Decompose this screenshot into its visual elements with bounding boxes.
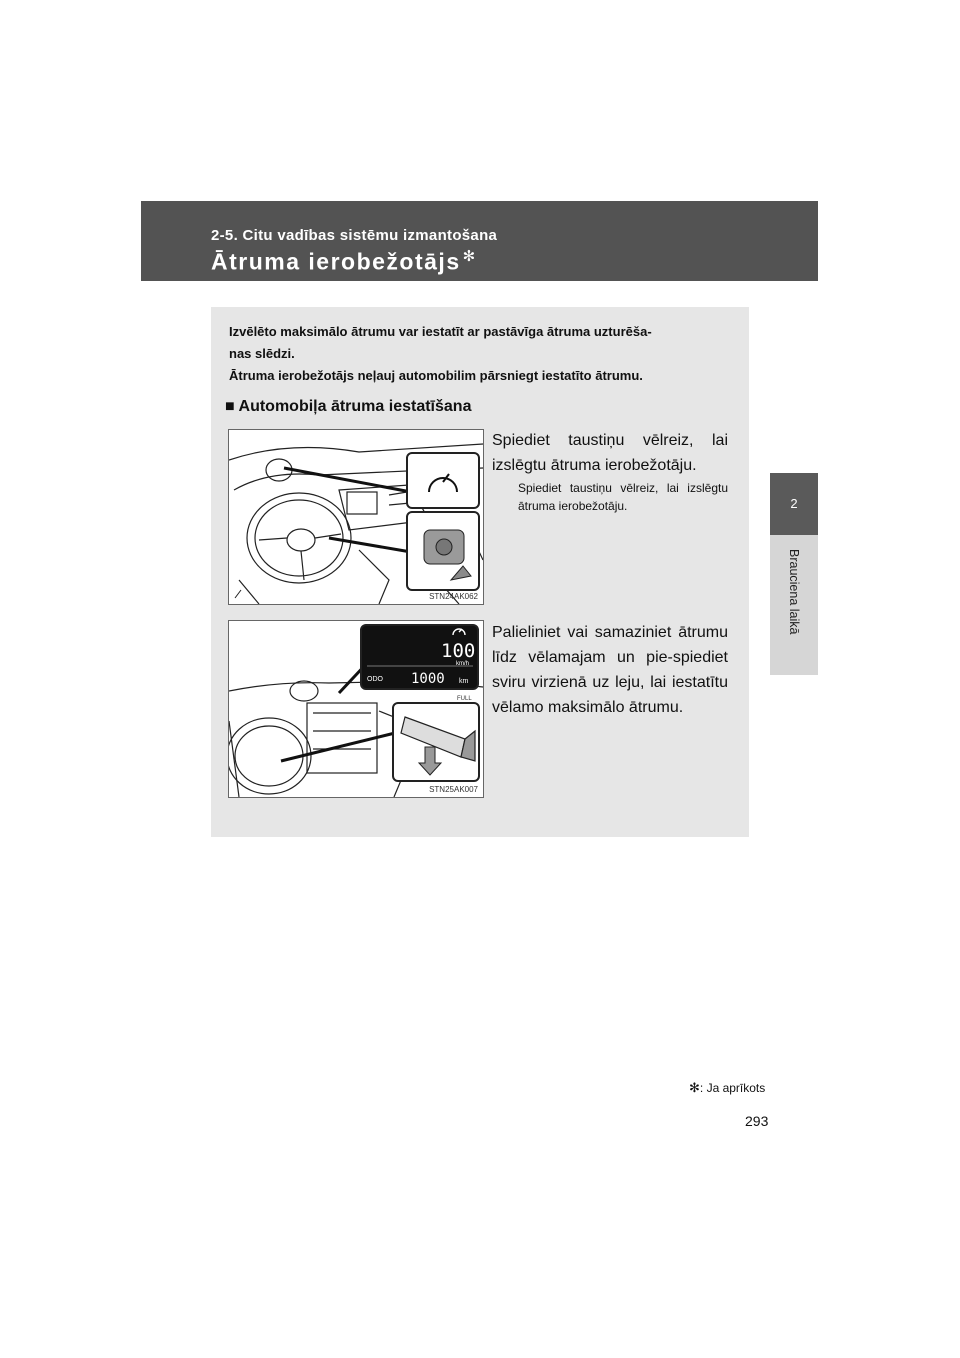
figure-code-2: STN25AK007 xyxy=(429,785,478,794)
fuel-full-label: FULL xyxy=(457,696,472,702)
display-speed-unit: km/h xyxy=(456,661,470,667)
step-1-text: Spiediet taustiņu vēlreiz, lai izslēgtu ātruma ierobežotāju. xyxy=(492,432,728,474)
display-odo-label: ODO xyxy=(367,676,383,683)
lever-display-drawing xyxy=(229,621,483,797)
optional-equipment-mark: ✻ xyxy=(462,248,477,265)
step-1-note: Spiediet taustiņu vēlreiz, lai izslēgtu ātruma ierobežotāju. xyxy=(518,481,728,513)
footnote-mark: ✻ xyxy=(689,1080,700,1095)
display-odo-unit: km xyxy=(459,678,469,685)
footnote xyxy=(689,1080,765,1096)
section-title: 2-5. Citu vadības sistēmu izmantošana xyxy=(211,227,498,244)
chapter-label: Brauciena laikā xyxy=(787,549,801,635)
intro-line-2: nas slēdzi. xyxy=(229,346,295,361)
sub-heading: ■ Automobiļa ātruma iestatīšana xyxy=(225,398,472,415)
display-odo-value: 1000 xyxy=(411,671,445,687)
chapter-label-tab xyxy=(770,535,818,675)
intro-line-3: Ātruma ierobežotājs neļauj automobilim pārsniegt iestatīto ātrumu. xyxy=(229,368,643,383)
intro-line-1: Izvēlēto maksimālo ātrumu var iestatīt ar pastāvīga ātruma uzturēša- xyxy=(229,324,652,339)
page-number: 293 xyxy=(745,1113,769,1129)
step-2-text: Palieliniet vai samaziniet ātrumu līdz vēlamajam un pie-spiediet sviru virzienā uz leju, lai iestatītu vēlamo maksimālo ātrumu. xyxy=(492,624,728,716)
display-speed: 100 xyxy=(441,640,476,662)
footnote-text: : Ja aprīkots xyxy=(699,1081,766,1095)
figure-code-1: STN24AK062 xyxy=(429,592,478,601)
page-title-text: Ātruma ierobežotājs xyxy=(211,248,461,275)
chapter-header xyxy=(141,201,818,281)
dashboard-illustration xyxy=(228,429,484,605)
page-title xyxy=(211,247,477,276)
chapter-number-tab: 2 xyxy=(770,473,818,535)
content-panel xyxy=(211,307,749,837)
lever-display-illustration xyxy=(228,620,484,798)
intro-text xyxy=(229,321,734,387)
dashboard-drawing xyxy=(229,430,483,604)
